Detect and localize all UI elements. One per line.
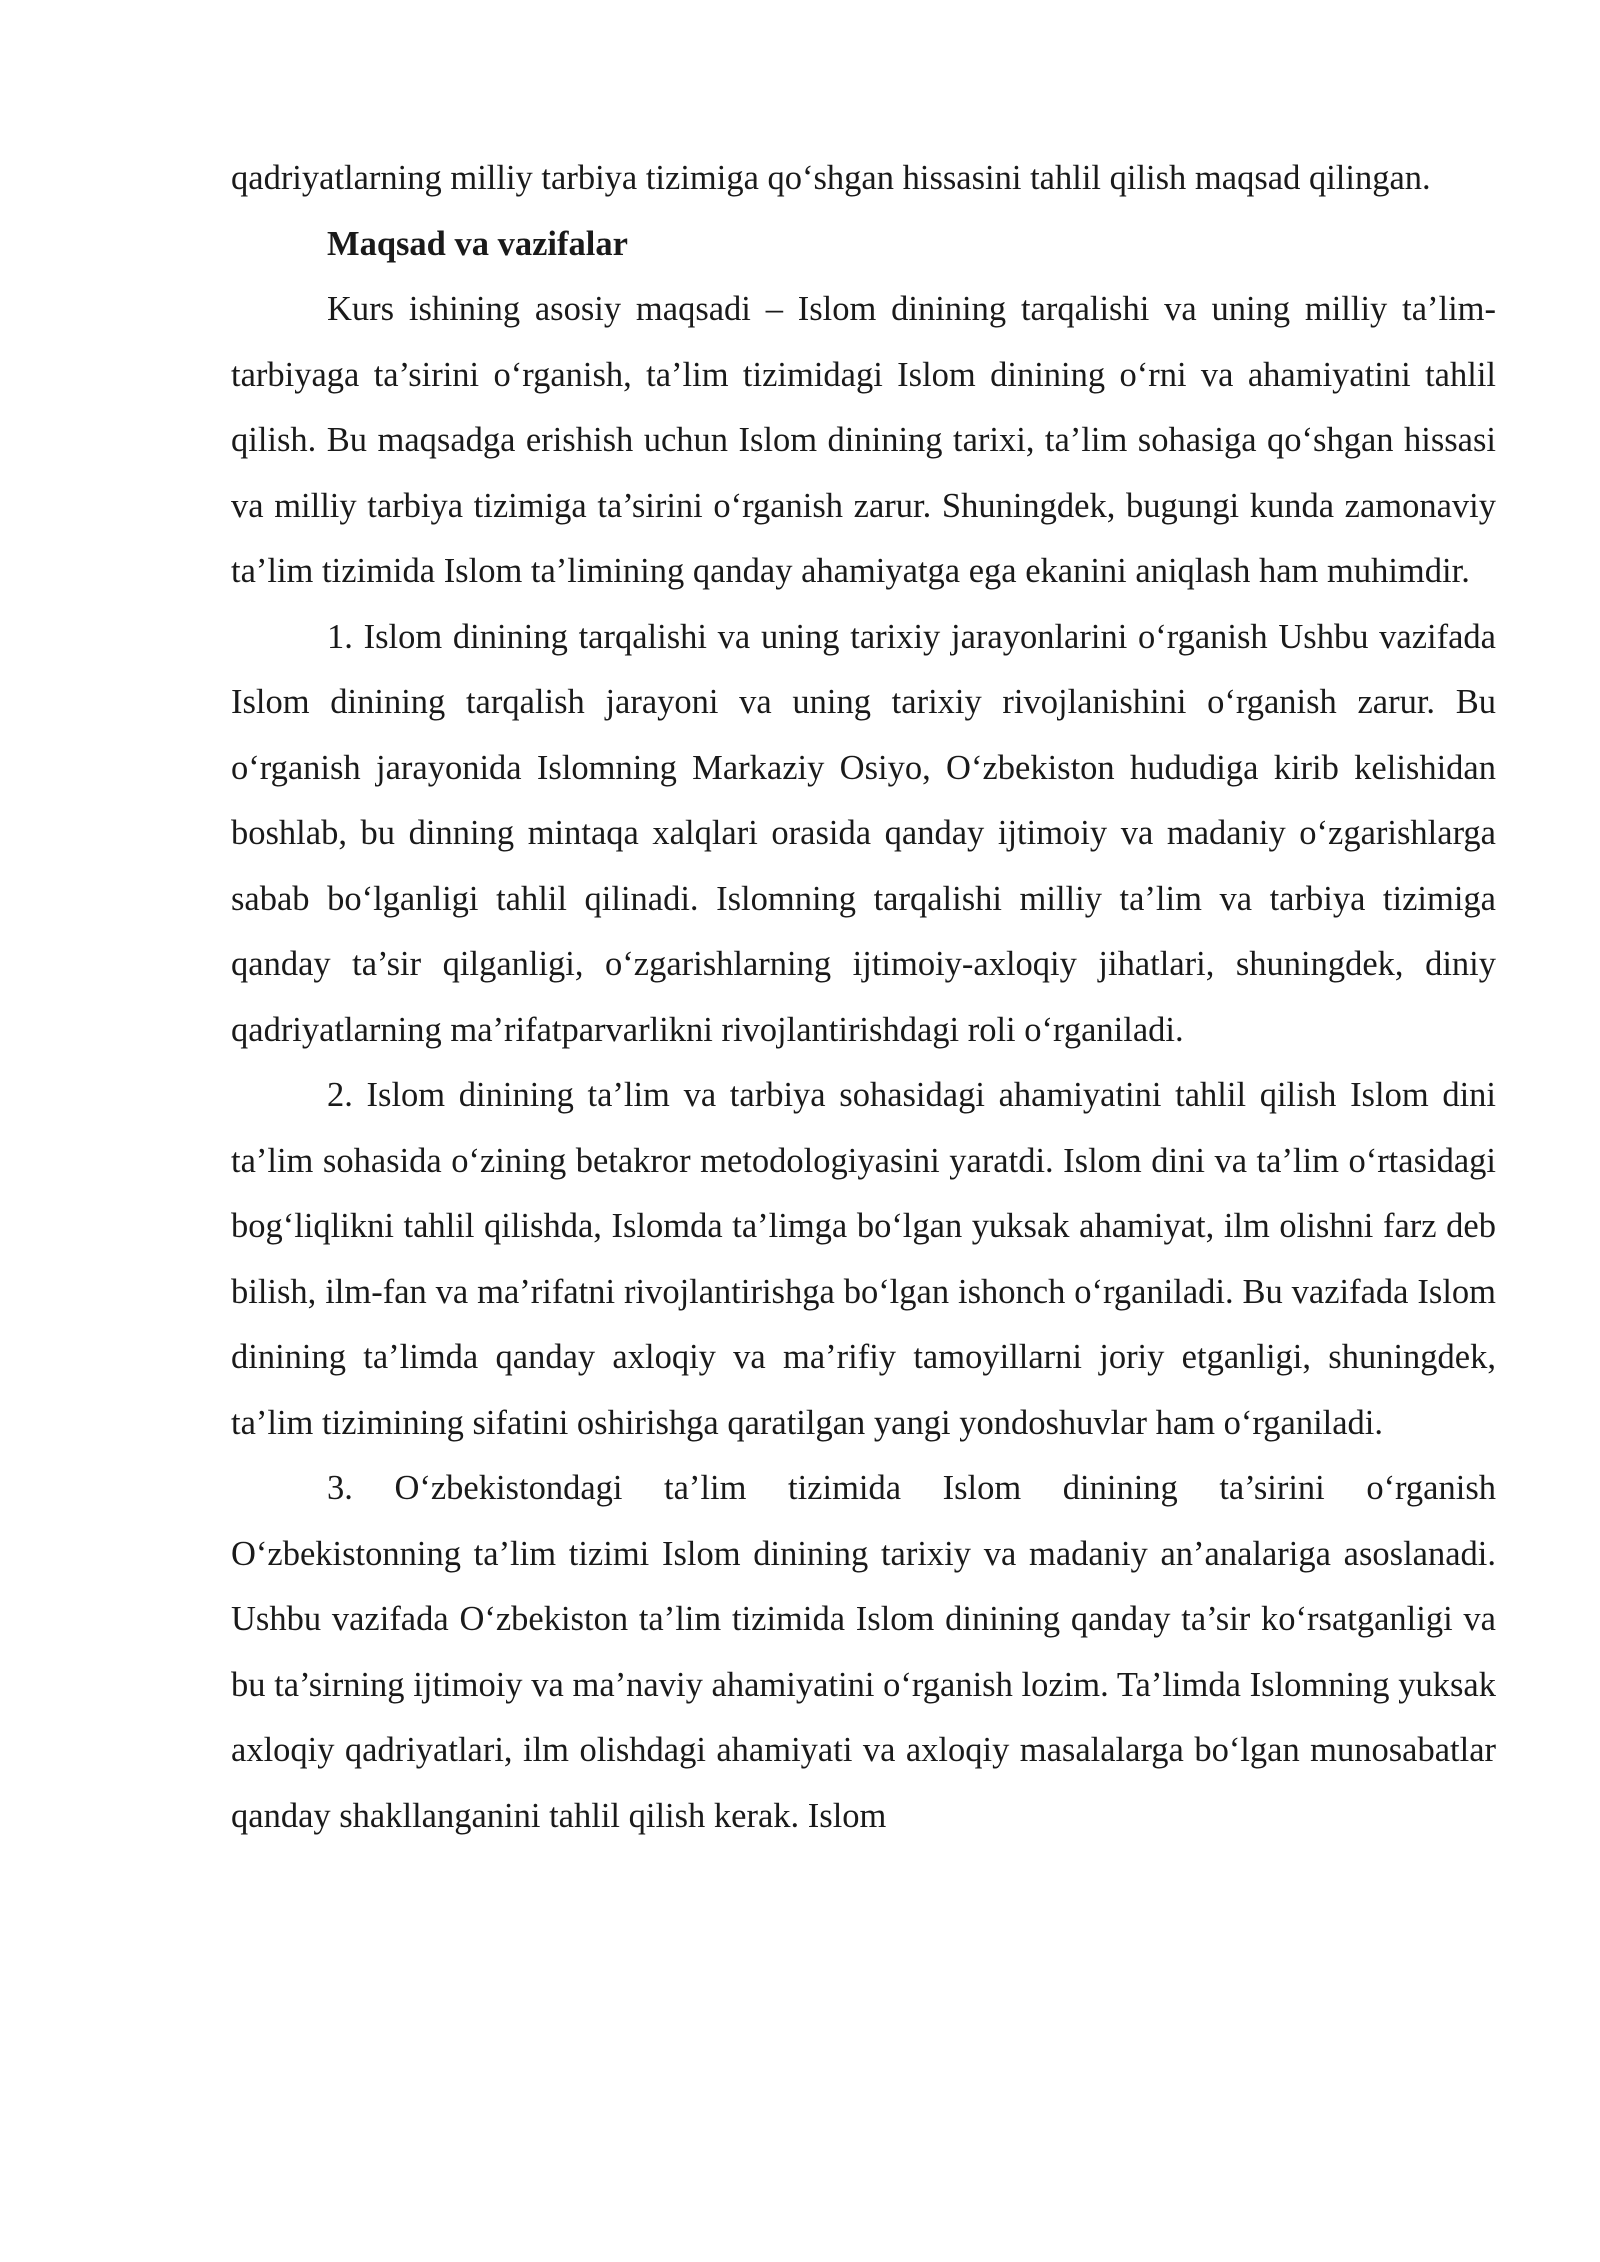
paragraph-task-1: 1. Islom dinining tarqalishi va uning tarixiy jarayonlarini o‘rganish Ushbu vazifada Islom dinining tarqalish jarayoni va uning tarixiy rivojlanishini o‘rganish zarur. Bu o‘rganish jarayonida Islomning Markaziy Osiyo, O‘zbekiston hududiga kirib kelishidan boshlab, bu dinning mintaqa xalqlari orasida qanday ijtimoiy va madaniy o‘zgarishlarga sabab bo‘lganligi tahlil qilinadi. Islomning tarqalishi milliy ta’lim va tarbiya tizimiga qanday ta’sir qilganligi, o‘zgarishlarning ijtimoiy-axloqiy jihatlari, shuningdek, diniy qadriyatlarning ma’rifatparvarlikni rivojlantirishdagi roli o‘rganiladi.	[231, 617, 1496, 1049]
paragraph-main-goal: Kurs ishining asosiy maqsadi – Islom dinining tarqalishi va uning milliy ta’lim-tarbiyaga ta’sirini o‘rganish, ta’lim tizimidagi Islom dinining o‘rni va ahamiyatini tahlil qilish. Bu maqsadga erishish uchun Islom dinining tarixi, ta’lim sohasiga qo‘shgan hissasi va milliy tarbiya tizimiga ta’sirini o‘rganish zarur. Shuningdek, bugungi kunda zamonaviy ta’lim tizimida Islom ta’limining qanday ahamiyatga ega ekanini aniqlash ham muhimdir.	[231, 290, 1496, 590]
paragraph-task-2: 2. Islom dinining ta’lim va tarbiya sohasidagi ahamiyatini tahlil qilish Islom dini ta’lim sohasida o‘zining betakror metodologiyasini yaratdi. Islom dini va ta’lim o‘rtasidagi bog‘liqlikni tahlil qilishda, Islomda ta’limga bo‘lgan yuksak ahamiyat, ilm olishni farz deb bilish, ilm-fan va ma’rifatni rivojlantirishga bo‘lgan ishonch o‘rganiladi. Bu vazifada Islom dinining ta’limda qanday axloqiy va ma’rifiy tamoyillarni joriy etganligi, shuningdek, ta’lim tizimining sifatini oshirishga qaratilgan yangi yondoshuvlar ham o‘rganiladi.	[231, 1076, 1496, 1442]
paragraph-intro-continuation: qadriyatlarning milliy tarbiya tizimiga qo‘shgan hissasini tahlil qilish maqsad qilingan.	[231, 159, 1431, 197]
document-body	[231, 146, 1496, 1849]
paragraph-task-3: 3. O‘zbekistondagi ta’lim tizimida Islom dinining ta’sirini o‘rganish O‘zbekistonning ta’lim tizimi Islom dinining tarixiy va madaniy an’analariga asoslanadi. Ushbu vazifada O‘zbekiston ta’lim tizimida Islom dinining qanday ta’sir ko‘rsatganligi va bu ta’sirning ijtimoiy va ma’naviy ahamiyatini o‘rganish lozim. Ta’limda Islomning yuksak axloqiy qadriyatlari, ilm olishdagi ahamiyati va axloqiy masalalarga bo‘lgan munosabatlar qanday shakllanganini tahlil qilish kerak. Islom	[231, 1469, 1496, 1835]
section-heading: Maqsad va vazifalar	[327, 224, 628, 263]
